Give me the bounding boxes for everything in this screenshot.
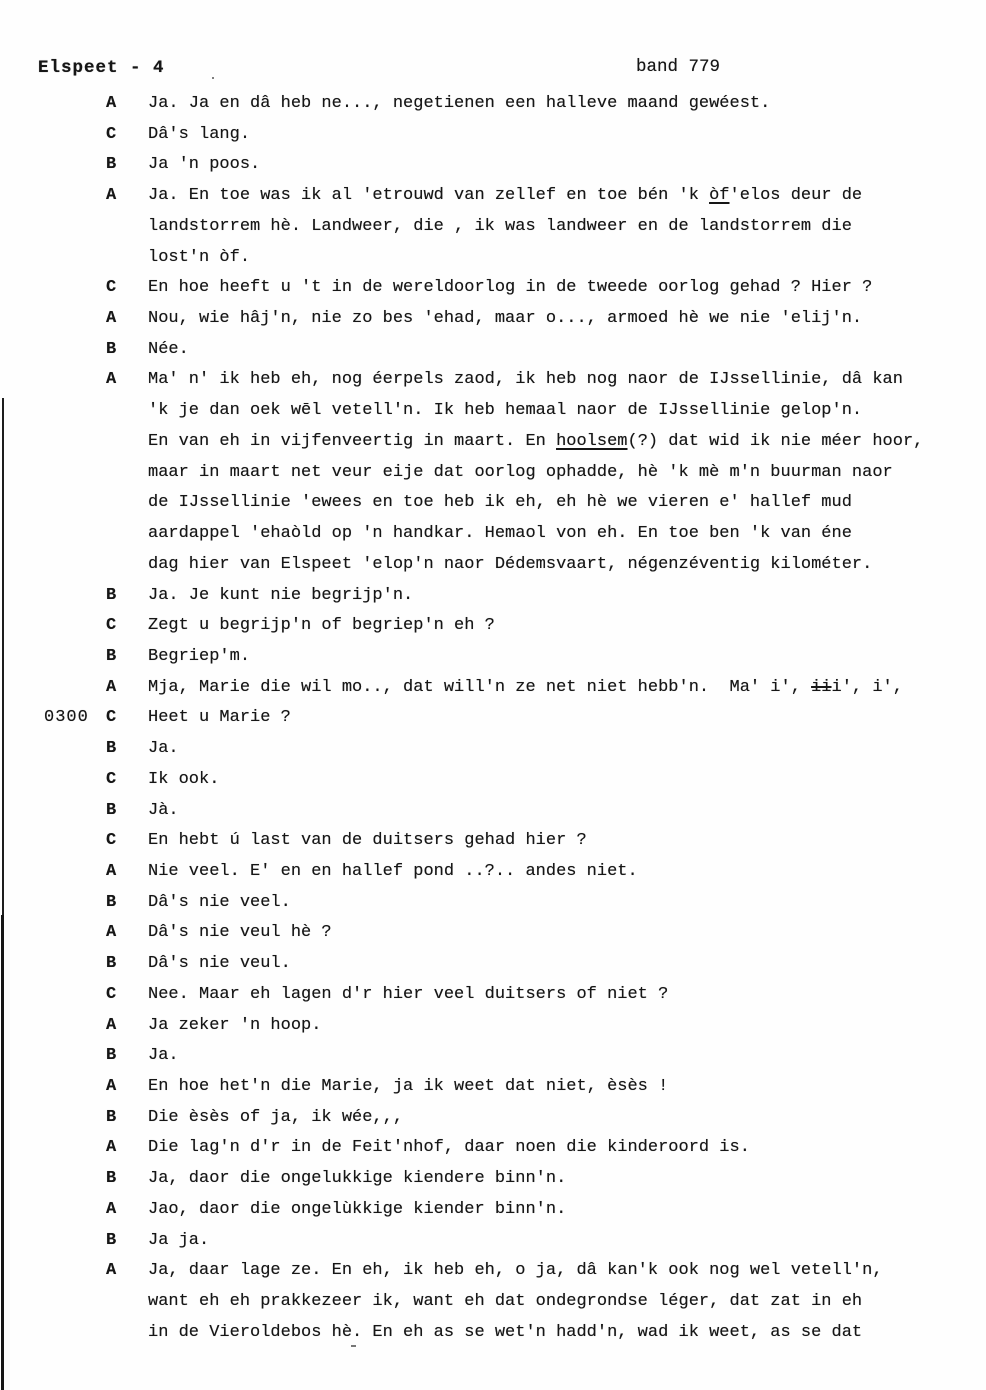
margin-marker xyxy=(0,826,106,857)
transcript-line xyxy=(0,89,986,120)
line-text-segment: want eh eh prakkezeer ik, want eh dat ondegrondse léger, dat zat in eh xyxy=(148,1292,863,1312)
transcript-line xyxy=(0,212,986,243)
transcript-line xyxy=(0,734,986,765)
transcript-line xyxy=(0,304,986,335)
line-text xyxy=(148,427,986,458)
speaker-label: C xyxy=(106,278,117,298)
line-text xyxy=(148,1133,986,1164)
margin-marker: 0300 xyxy=(44,708,89,728)
transcript-line xyxy=(0,949,986,980)
speaker-label xyxy=(106,550,148,581)
transcript-line xyxy=(0,120,986,151)
speaker-label: C xyxy=(106,769,117,789)
line-text xyxy=(148,1226,986,1257)
transcript-line xyxy=(0,181,986,212)
line-text xyxy=(148,212,986,243)
line-text-segment: Dâ's nie veul. xyxy=(148,954,291,974)
line-text xyxy=(148,550,986,581)
speaker-label: B xyxy=(106,339,117,359)
line-text-segment: Dâ's nie veel. xyxy=(148,892,291,912)
line-text xyxy=(148,857,986,888)
speaker-label xyxy=(106,1318,148,1349)
line-text-segment: landstorrem hè. Landweer, die , ik was landweer en de landstorrem die xyxy=(148,216,852,236)
transcript-line xyxy=(0,857,986,888)
margin-marker xyxy=(0,335,106,366)
line-text-segment: Ja. xyxy=(148,1046,179,1066)
speaker-label: B xyxy=(106,892,117,912)
line-text-segment: Jao, daor die ongelùkkige kiender binn'n. xyxy=(148,1199,567,1219)
speaker-label: A xyxy=(106,370,117,390)
speaker-label: B xyxy=(106,800,117,820)
transcript-line xyxy=(0,888,986,919)
line-text-segment: Dâ's nie veul hè ? xyxy=(148,923,332,943)
margin-marker xyxy=(0,1072,106,1103)
margin-marker xyxy=(0,1287,106,1318)
speaker-label: B xyxy=(106,1107,117,1127)
speaker-label: A xyxy=(106,1077,117,1096)
speaker-label: B xyxy=(106,1046,117,1066)
line-text xyxy=(148,796,986,827)
line-text-segment: En hoe het'n die Marie, ja ik weet dat niet, èsès ! xyxy=(148,1077,669,1096)
margin-marker xyxy=(0,765,106,796)
transcript xyxy=(0,89,986,1348)
transcript-line xyxy=(0,1164,986,1195)
speaker-label xyxy=(106,396,148,427)
transcript-line xyxy=(0,796,986,827)
band-number: band 779 xyxy=(636,57,721,77)
page-title: Elspeet - 4 xyxy=(38,58,165,78)
transcript-line xyxy=(0,1256,986,1287)
speaker-label: A xyxy=(106,309,117,329)
line-text xyxy=(148,1256,986,1287)
transcript-line xyxy=(0,427,986,458)
speaker-label: C xyxy=(106,831,117,851)
transcript-line xyxy=(0,611,986,642)
speaker-label: A xyxy=(106,94,117,113)
speaker-label: A xyxy=(106,1015,117,1035)
transcript-line xyxy=(0,642,986,673)
transcript-line xyxy=(0,519,986,550)
line-text xyxy=(148,1164,986,1195)
margin-marker xyxy=(0,488,106,519)
transcript-line xyxy=(0,335,986,366)
line-text-segment: Nie veel. E' en en hallef pond ..?.. andes niet. xyxy=(148,861,638,881)
line-text xyxy=(148,243,986,274)
line-text xyxy=(148,396,986,427)
line-text-segment: Heet u Marie ? xyxy=(148,708,291,728)
line-text-segment: Jà. xyxy=(148,800,179,820)
line-text-segment: Ma' n' ik heb eh, nog éerpels zaod, ik heb nog naor de IJssellinie, dâ kan xyxy=(148,370,903,390)
speaker-label: B xyxy=(106,646,117,666)
margin-marker xyxy=(0,980,106,1011)
margin-marker xyxy=(0,1226,106,1257)
margin-marker xyxy=(0,273,106,304)
line-text-segment: 'elos deur de xyxy=(729,186,863,206)
speaker-label: B xyxy=(106,585,117,605)
speaker-label: A xyxy=(106,1138,117,1158)
line-text-segment: maar in maart net veur eije dat oorlog ophadde, hè 'k mè m'n buurman naor xyxy=(148,462,893,482)
speaker-label: A xyxy=(106,923,117,943)
line-text-segment: En hoe heeft u 't in de wereldoorlog in de tweede oorlog gehad ? Hier ? xyxy=(148,278,873,298)
line-text xyxy=(148,1041,986,1072)
margin-marker xyxy=(0,611,106,642)
transcript-line xyxy=(0,1287,986,1318)
margin-marker xyxy=(0,796,106,827)
line-text-segment: Ja. Ja en dâ heb ne..., negetienen een halleve maand gewéest. xyxy=(148,94,771,113)
line-text xyxy=(148,1011,986,1042)
line-text xyxy=(148,1318,986,1349)
speaker-label xyxy=(106,243,148,274)
transcript-line xyxy=(0,581,986,612)
line-text-segment: Nou, wie hâj'n, nie zo bes 'ehad, maar o..., armoed hè we nie 'elij'n. xyxy=(148,309,863,329)
line-text xyxy=(148,519,986,550)
margin-marker xyxy=(0,1103,106,1134)
margin-marker xyxy=(0,1256,106,1287)
margin-marker xyxy=(0,243,106,274)
line-text xyxy=(148,1103,986,1134)
transcript-line xyxy=(0,243,986,274)
margin-marker xyxy=(0,1041,106,1072)
line-text xyxy=(148,888,986,919)
line-text-segment: Begriep'm. xyxy=(148,646,251,666)
speaker-label: C xyxy=(106,708,117,728)
transcript-line xyxy=(0,1195,986,1226)
transcript-line xyxy=(0,1103,986,1134)
line-text xyxy=(148,181,986,212)
speaker-label: B xyxy=(106,739,117,759)
line-text-underline: hoolsem xyxy=(556,431,628,451)
margin-marker xyxy=(0,120,106,151)
margin-marker xyxy=(0,1133,106,1164)
transcript-line xyxy=(0,703,986,734)
speaker-label xyxy=(106,1287,148,1318)
line-text-segment: Ja ja. xyxy=(148,1230,210,1250)
line-text xyxy=(148,703,986,734)
line-text-segment: in de Vieroldebos hè. En eh as se wet'n hadd'n, wad ik weet, as se dat xyxy=(148,1322,863,1342)
margin-marker xyxy=(0,918,106,949)
line-text-segment: (?) dat wid ik nie méer hoor, xyxy=(627,431,924,451)
margin-marker xyxy=(0,888,106,919)
margin-marker xyxy=(0,181,106,212)
line-text-segment: Dâ's lang. xyxy=(148,124,251,144)
line-text xyxy=(148,1072,986,1103)
scan-edge-line-thick xyxy=(1,915,4,1390)
margin-marker xyxy=(0,550,106,581)
line-text xyxy=(148,673,986,704)
margin-marker xyxy=(0,89,106,120)
margin-marker xyxy=(0,1318,106,1349)
margin-marker xyxy=(0,396,106,427)
line-text xyxy=(148,458,986,489)
line-text-segment: Mja, Marie die wil mo.., dat will'n ze net niet hebb'n. Ma' i', xyxy=(148,677,812,697)
line-text-segment: Die èsès of ja, ik wée,,, xyxy=(148,1107,404,1127)
margin-marker xyxy=(0,857,106,888)
margin-marker xyxy=(0,949,106,980)
speaker-label xyxy=(106,488,148,519)
transcript-line xyxy=(0,273,986,304)
transcript-line xyxy=(0,1041,986,1072)
transcript-line xyxy=(0,1318,986,1349)
line-text xyxy=(148,365,986,396)
line-text xyxy=(148,734,986,765)
transcript-line xyxy=(0,1133,986,1164)
line-text-segment: Nee. Maar eh lagen d'r hier veel duitsers of niet ? xyxy=(148,984,669,1004)
speaker-label: C xyxy=(106,124,117,144)
line-text-segment: 'k je dan oek wēl vetell'n. Ik heb hemaal naor de IJssellinie gelop'n. xyxy=(148,401,863,421)
line-text xyxy=(148,611,986,642)
transcript-line xyxy=(0,918,986,949)
line-text xyxy=(148,1195,986,1226)
margin-marker xyxy=(0,1011,106,1042)
margin-marker xyxy=(0,1164,106,1195)
line-text xyxy=(148,120,986,151)
transcript-line xyxy=(0,1011,986,1042)
speaker-label xyxy=(106,427,148,458)
speaker-label: B xyxy=(106,1169,117,1189)
speaker-label: B xyxy=(106,1230,117,1250)
line-text xyxy=(148,826,986,857)
margin-marker xyxy=(0,365,106,396)
transcript-line xyxy=(0,488,986,519)
scan-speck xyxy=(212,77,214,79)
margin-marker xyxy=(0,458,106,489)
line-text-segment: Ja. En toe was ik al 'etrouwd van zellef en toe bén 'k xyxy=(148,186,710,206)
line-text-segment: i', i', xyxy=(831,677,903,697)
speaker-label: B xyxy=(106,155,117,175)
speaker-label xyxy=(106,519,148,550)
speaker-label: A xyxy=(106,861,117,881)
margin-marker xyxy=(0,673,106,704)
transcript-line xyxy=(0,980,986,1011)
line-text-segment: Ja, daor die ongelukkige kiendere binn'n. xyxy=(148,1169,567,1189)
margin-marker xyxy=(0,427,106,458)
line-text xyxy=(148,304,986,335)
transcript-line xyxy=(0,1072,986,1103)
transcript-line xyxy=(0,826,986,857)
line-text xyxy=(148,488,986,519)
line-text-segment: Zegt u begrijp'n of begriep'n eh ? xyxy=(148,616,495,636)
line-text xyxy=(148,918,986,949)
line-text-segment: En hebt ú last van de duitsers gehad hier ? xyxy=(148,831,587,851)
line-text-segment: Ja. xyxy=(148,739,179,759)
transcript-line xyxy=(0,458,986,489)
line-text xyxy=(148,335,986,366)
margin-marker xyxy=(0,212,106,243)
margin-marker xyxy=(0,581,106,612)
speaker-label: A xyxy=(106,1199,117,1219)
line-text-segment: aardappel 'ehaòld op 'n handkar. Hemaol von eh. En toe ben 'k van éne xyxy=(148,524,852,544)
line-text-segment: Ja 'n poos. xyxy=(148,155,261,175)
line-text xyxy=(148,150,986,181)
line-text-segment: de IJssellinie 'ewees en toe heb ik eh, eh hè we vieren e' hallef mud xyxy=(148,493,852,513)
margin-marker xyxy=(0,150,106,181)
line-text-segment: Ja zeker 'n hoop. xyxy=(148,1015,322,1035)
speaker-label: A xyxy=(106,186,117,206)
line-text xyxy=(148,273,986,304)
scan-speck xyxy=(351,1345,356,1347)
line-text-segment: En van eh in vijfenveertig in maart. En xyxy=(148,431,557,451)
line-text-underline: òf xyxy=(709,186,730,206)
line-text-segment: lost'n òf. xyxy=(148,247,251,267)
line-text xyxy=(148,642,986,673)
speaker-label xyxy=(106,212,148,243)
line-text-segment: Die lag'n d'r in de Feit'nhof, daar noen die kinderoord is. xyxy=(148,1138,750,1158)
transcript-line xyxy=(0,550,986,581)
speaker-label: C xyxy=(106,616,117,636)
speaker-label: B xyxy=(106,954,117,974)
transcript-line xyxy=(0,150,986,181)
line-text xyxy=(148,1287,986,1318)
transcript-line xyxy=(0,396,986,427)
margin-marker xyxy=(0,304,106,335)
speaker-label: A xyxy=(106,677,117,697)
line-text-segment: Ik ook. xyxy=(148,769,220,789)
transcript-line xyxy=(0,673,986,704)
line-text xyxy=(148,89,986,120)
transcript-line xyxy=(0,1226,986,1257)
line-text-segment: Née. xyxy=(148,339,189,359)
margin-marker xyxy=(0,519,106,550)
speaker-label: A xyxy=(106,1261,117,1281)
speaker-label xyxy=(106,458,148,489)
line-text-segment: dag hier van Elspeet 'elop'n naor Dédemsvaart, négenzéventig kilométer. xyxy=(148,554,873,574)
line-text-strike: ii xyxy=(811,677,832,697)
margin-marker xyxy=(0,642,106,673)
line-text-segment: Ja, daar lage ze. En eh, ik heb eh, o ja, dâ kan'k ook nog wel vetell'n, xyxy=(148,1261,883,1281)
transcript-line xyxy=(0,765,986,796)
line-text-segment: Ja. Je kunt nie begrijp'n. xyxy=(148,585,414,605)
line-text xyxy=(148,765,986,796)
transcript-line xyxy=(0,365,986,396)
line-text xyxy=(148,949,986,980)
line-text xyxy=(148,581,986,612)
line-text xyxy=(148,980,986,1011)
margin-marker xyxy=(0,1195,106,1226)
margin-marker xyxy=(0,734,106,765)
speaker-label: C xyxy=(106,984,117,1004)
